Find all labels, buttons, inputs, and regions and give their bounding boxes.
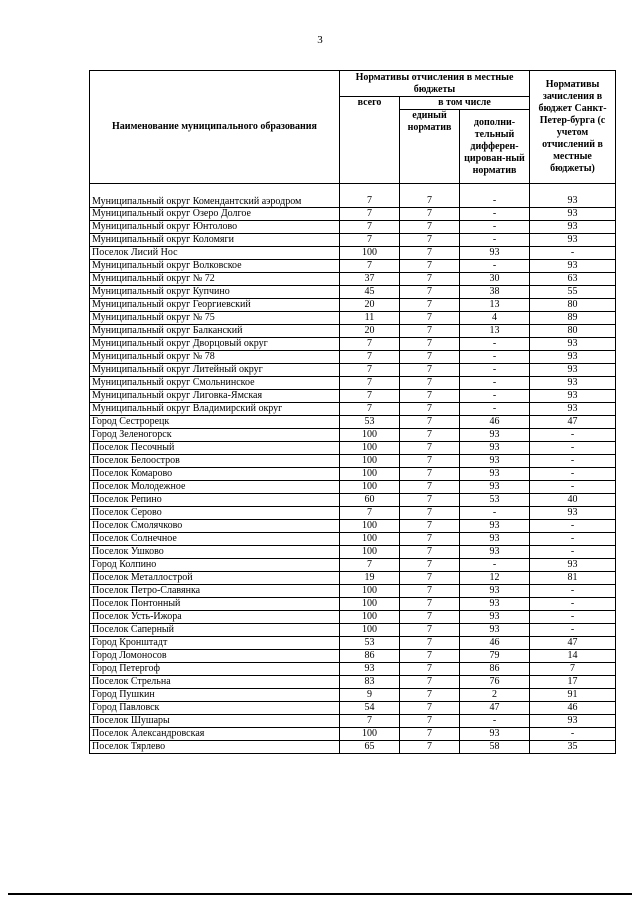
row-spb: 46 xyxy=(530,702,616,715)
row-spb: 93 xyxy=(530,377,616,390)
row-additional: - xyxy=(460,715,530,728)
row-spb: 80 xyxy=(530,299,616,312)
row-total: 100 xyxy=(340,442,400,455)
row-name: Город Пушкин xyxy=(90,689,340,702)
row-spb: - xyxy=(530,546,616,559)
row-additional: 93 xyxy=(460,533,530,546)
row-total: 7 xyxy=(340,260,400,273)
row-additional: - xyxy=(460,208,530,221)
row-single: 7 xyxy=(400,676,460,689)
row-total: 7 xyxy=(340,208,400,221)
row-single: 7 xyxy=(400,741,460,754)
table-header xyxy=(90,71,616,184)
row-total: 20 xyxy=(340,299,400,312)
row-single: 7 xyxy=(400,624,460,637)
row-name: Поселок Ушково xyxy=(90,546,340,559)
row-single: 7 xyxy=(400,546,460,559)
table-row xyxy=(90,184,616,208)
row-name: Поселок Лисий Нос xyxy=(90,247,340,260)
table-row xyxy=(90,689,616,702)
row-total: 93 xyxy=(340,663,400,676)
row-additional: 93 xyxy=(460,481,530,494)
row-additional: 2 xyxy=(460,689,530,702)
table-row xyxy=(90,546,616,559)
row-additional: 93 xyxy=(460,728,530,741)
row-additional: 93 xyxy=(460,468,530,481)
row-total: 100 xyxy=(340,585,400,598)
row-single: 7 xyxy=(400,572,460,585)
row-name: Муниципальный округ № 75 xyxy=(90,312,340,325)
row-name: Муниципальный округ Коломяги xyxy=(90,234,340,247)
row-single: 7 xyxy=(400,312,460,325)
row-total: 100 xyxy=(340,247,400,260)
row-name: Поселок Белоостров xyxy=(90,455,340,468)
row-single: 7 xyxy=(400,494,460,507)
table-row xyxy=(90,663,616,676)
row-name: Муниципальный округ Купчино xyxy=(90,286,340,299)
header-single: единый норматив xyxy=(400,110,460,184)
row-single: 7 xyxy=(400,325,460,338)
row-single: 7 xyxy=(400,221,460,234)
table-row xyxy=(90,637,616,650)
row-single: 7 xyxy=(400,663,460,676)
row-single: 7 xyxy=(400,533,460,546)
row-additional: 93 xyxy=(460,611,530,624)
row-additional: 46 xyxy=(460,416,530,429)
row-total: 7 xyxy=(340,364,400,377)
row-additional: 13 xyxy=(460,325,530,338)
row-additional: 4 xyxy=(460,312,530,325)
table-row xyxy=(90,494,616,507)
row-name: Поселок Тярлево xyxy=(90,741,340,754)
row-name: Поселок Комарово xyxy=(90,468,340,481)
row-name: Муниципальный округ Владимирский округ xyxy=(90,403,340,416)
header-local-budgets: Нормативы отчисления в местные бюджеты xyxy=(340,71,530,97)
header-spb-budget: Нормативы зачисления в бюджет Санкт-Петер-бурга (с учетом отчислений в местные бюджеты) xyxy=(530,71,616,184)
row-additional: - xyxy=(460,221,530,234)
table-row xyxy=(90,221,616,234)
row-spb: 89 xyxy=(530,312,616,325)
row-total: 86 xyxy=(340,650,400,663)
row-name: Поселок Александровская xyxy=(90,728,340,741)
row-total: 100 xyxy=(340,481,400,494)
row-additional: 93 xyxy=(460,429,530,442)
table-row xyxy=(90,650,616,663)
row-single: 7 xyxy=(400,611,460,624)
row-spb: - xyxy=(530,442,616,455)
table-row xyxy=(90,728,616,741)
row-spb: 80 xyxy=(530,325,616,338)
row-additional: - xyxy=(460,260,530,273)
row-name: Муниципальный округ № 78 xyxy=(90,351,340,364)
row-name: Муниципальный округ Смольнинское xyxy=(90,377,340,390)
row-total: 7 xyxy=(340,403,400,416)
row-total: 7 xyxy=(340,351,400,364)
row-additional: 93 xyxy=(460,624,530,637)
row-name: Поселок Песочный xyxy=(90,442,340,455)
header-total: всего xyxy=(340,97,400,184)
row-additional: 93 xyxy=(460,442,530,455)
row-total: 100 xyxy=(340,624,400,637)
row-single: 7 xyxy=(400,702,460,715)
row-additional: 93 xyxy=(460,585,530,598)
row-spb: 93 xyxy=(530,364,616,377)
row-single: 7 xyxy=(400,468,460,481)
row-additional: - xyxy=(460,390,530,403)
row-total: 7 xyxy=(340,184,400,208)
row-name: Город Павловск xyxy=(90,702,340,715)
row-spb: - xyxy=(530,533,616,546)
row-total: 100 xyxy=(340,728,400,741)
row-total: 7 xyxy=(340,377,400,390)
row-spb: 93 xyxy=(530,184,616,208)
row-additional: 76 xyxy=(460,676,530,689)
table-row xyxy=(90,611,616,624)
table-row xyxy=(90,364,616,377)
row-spb: 93 xyxy=(530,715,616,728)
row-spb: 47 xyxy=(530,637,616,650)
row-single: 7 xyxy=(400,598,460,611)
row-total: 100 xyxy=(340,533,400,546)
table-row xyxy=(90,273,616,286)
row-name: Муниципальный округ Озеро Долгое xyxy=(90,208,340,221)
row-spb: - xyxy=(530,429,616,442)
row-name: Город Ломоносов xyxy=(90,650,340,663)
row-additional: 47 xyxy=(460,702,530,715)
table-row xyxy=(90,481,616,494)
row-single: 7 xyxy=(400,455,460,468)
row-spb: 35 xyxy=(530,741,616,754)
row-single: 7 xyxy=(400,728,460,741)
row-spb: - xyxy=(530,468,616,481)
row-additional: 38 xyxy=(460,286,530,299)
row-additional: 93 xyxy=(460,598,530,611)
row-spb: 40 xyxy=(530,494,616,507)
row-single: 7 xyxy=(400,429,460,442)
row-name: Поселок Саперный xyxy=(90,624,340,637)
table-row xyxy=(90,260,616,273)
row-total: 100 xyxy=(340,598,400,611)
table-row xyxy=(90,208,616,221)
table-row xyxy=(90,351,616,364)
row-single: 7 xyxy=(400,403,460,416)
row-total: 53 xyxy=(340,416,400,429)
table-row xyxy=(90,507,616,520)
row-single: 7 xyxy=(400,585,460,598)
table-row xyxy=(90,390,616,403)
table-row xyxy=(90,286,616,299)
row-total: 37 xyxy=(340,273,400,286)
row-name: Муниципальный округ Дворцовый округ xyxy=(90,338,340,351)
row-name: Город Сестрорецк xyxy=(90,416,340,429)
row-total: 60 xyxy=(340,494,400,507)
row-name: Муниципальный округ Литейный округ xyxy=(90,364,340,377)
row-single: 7 xyxy=(400,338,460,351)
row-single: 7 xyxy=(400,416,460,429)
row-spb: 91 xyxy=(530,689,616,702)
table-row xyxy=(90,338,616,351)
row-spb: 93 xyxy=(530,507,616,520)
row-spb: 93 xyxy=(530,208,616,221)
table-row xyxy=(90,312,616,325)
row-spb: 55 xyxy=(530,286,616,299)
row-name: Муниципальный округ Лиговка-Ямская xyxy=(90,390,340,403)
row-total: 100 xyxy=(340,520,400,533)
row-name: Поселок Стрельна xyxy=(90,676,340,689)
table-row xyxy=(90,429,616,442)
row-spb: - xyxy=(530,624,616,637)
row-name: Муниципальный округ Волковское xyxy=(90,260,340,273)
row-additional: - xyxy=(460,184,530,208)
page-number: 3 xyxy=(317,34,323,46)
row-single: 7 xyxy=(400,689,460,702)
row-name: Город Петергоф xyxy=(90,663,340,676)
row-additional: - xyxy=(460,234,530,247)
row-single: 7 xyxy=(400,650,460,663)
header-name xyxy=(90,71,340,184)
table-row xyxy=(90,442,616,455)
table-row xyxy=(90,741,616,754)
row-single: 7 xyxy=(400,507,460,520)
row-name: Поселок Петро-Славянка xyxy=(90,585,340,598)
row-spb: 63 xyxy=(530,273,616,286)
row-total: 65 xyxy=(340,741,400,754)
row-spb: 93 xyxy=(530,221,616,234)
row-total: 7 xyxy=(340,234,400,247)
row-single: 7 xyxy=(400,247,460,260)
row-name: Муниципальный округ Комендантский аэродром xyxy=(90,184,340,208)
row-single: 7 xyxy=(400,637,460,650)
row-additional: 58 xyxy=(460,741,530,754)
row-spb: 93 xyxy=(530,260,616,273)
row-total: 7 xyxy=(340,338,400,351)
row-single: 7 xyxy=(400,260,460,273)
row-additional: 86 xyxy=(460,663,530,676)
row-name: Поселок Смолячково xyxy=(90,520,340,533)
row-single: 7 xyxy=(400,184,460,208)
row-additional: 12 xyxy=(460,572,530,585)
row-total: 20 xyxy=(340,325,400,338)
row-total: 100 xyxy=(340,611,400,624)
table-row xyxy=(90,416,616,429)
table-row xyxy=(90,533,616,546)
row-single: 7 xyxy=(400,442,460,455)
row-spb: - xyxy=(530,247,616,260)
row-additional: 30 xyxy=(460,273,530,286)
row-total: 19 xyxy=(340,572,400,585)
table-row xyxy=(90,403,616,416)
row-spb: 93 xyxy=(530,338,616,351)
table-row xyxy=(90,598,616,611)
header-name-text: Наименование муниципального образования xyxy=(112,121,317,132)
table-row xyxy=(90,468,616,481)
row-name: Поселок Молодежное xyxy=(90,481,340,494)
norms-table xyxy=(89,70,616,754)
row-total: 53 xyxy=(340,637,400,650)
table-row xyxy=(90,520,616,533)
row-single: 7 xyxy=(400,520,460,533)
row-name: Муниципальный округ Балканский xyxy=(90,325,340,338)
row-total: 100 xyxy=(340,468,400,481)
row-total: 100 xyxy=(340,455,400,468)
row-additional: 13 xyxy=(460,299,530,312)
table-row xyxy=(90,559,616,572)
table-row xyxy=(90,572,616,585)
row-spb: 93 xyxy=(530,403,616,416)
row-total: 9 xyxy=(340,689,400,702)
row-name: Город Кронштадт xyxy=(90,637,340,650)
row-name: Город Колпино xyxy=(90,559,340,572)
row-spb: - xyxy=(530,455,616,468)
row-additional: 93 xyxy=(460,546,530,559)
row-total: 11 xyxy=(340,312,400,325)
row-additional: - xyxy=(460,351,530,364)
row-additional: - xyxy=(460,559,530,572)
row-name: Муниципальный округ Георгиевский xyxy=(90,299,340,312)
row-name: Поселок Солнечное xyxy=(90,533,340,546)
row-name: Поселок Серово xyxy=(90,507,340,520)
row-spb: 93 xyxy=(530,351,616,364)
row-name: Поселок Усть-Ижора xyxy=(90,611,340,624)
row-total: 100 xyxy=(340,429,400,442)
row-name: Город Зеленогорск xyxy=(90,429,340,442)
row-name: Муниципальный округ Юнтолово xyxy=(90,221,340,234)
row-spb: - xyxy=(530,728,616,741)
header-including: в том числе xyxy=(400,97,530,110)
table-row xyxy=(90,624,616,637)
row-total: 7 xyxy=(340,715,400,728)
row-single: 7 xyxy=(400,234,460,247)
row-spb: 81 xyxy=(530,572,616,585)
table-body xyxy=(90,184,616,754)
row-total: 100 xyxy=(340,546,400,559)
row-name: Поселок Шушары xyxy=(90,715,340,728)
row-additional: - xyxy=(460,377,530,390)
row-spb: 14 xyxy=(530,650,616,663)
row-spb: - xyxy=(530,598,616,611)
row-additional: 79 xyxy=(460,650,530,663)
row-name: Поселок Понтонный xyxy=(90,598,340,611)
row-single: 7 xyxy=(400,715,460,728)
table-row xyxy=(90,715,616,728)
header-additional: дополни-тельный дифферен-цирован-ный норматив xyxy=(460,110,530,184)
row-name: Поселок Репино xyxy=(90,494,340,507)
row-spb: - xyxy=(530,611,616,624)
row-total: 54 xyxy=(340,702,400,715)
row-spb: 7 xyxy=(530,663,616,676)
table-row xyxy=(90,325,616,338)
row-single: 7 xyxy=(400,559,460,572)
row-single: 7 xyxy=(400,377,460,390)
row-spb: - xyxy=(530,481,616,494)
row-spb: - xyxy=(530,520,616,533)
row-additional: 46 xyxy=(460,637,530,650)
row-single: 7 xyxy=(400,481,460,494)
row-single: 7 xyxy=(400,351,460,364)
row-additional: - xyxy=(460,403,530,416)
table-row xyxy=(90,702,616,715)
row-single: 7 xyxy=(400,299,460,312)
table-row xyxy=(90,676,616,689)
row-single: 7 xyxy=(400,286,460,299)
row-spb: 93 xyxy=(530,559,616,572)
table-row xyxy=(90,299,616,312)
row-single: 7 xyxy=(400,364,460,377)
table-row xyxy=(90,377,616,390)
row-spb: - xyxy=(530,585,616,598)
row-total: 7 xyxy=(340,559,400,572)
row-spb: 47 xyxy=(530,416,616,429)
table-row xyxy=(90,247,616,260)
table-row xyxy=(90,455,616,468)
row-additional: 93 xyxy=(460,455,530,468)
row-additional: - xyxy=(460,338,530,351)
row-name: Поселок Металлострой xyxy=(90,572,340,585)
bottom-divider xyxy=(8,893,632,895)
row-single: 7 xyxy=(400,390,460,403)
row-spb: 93 xyxy=(530,390,616,403)
row-total: 7 xyxy=(340,390,400,403)
row-single: 7 xyxy=(400,208,460,221)
row-additional: - xyxy=(460,507,530,520)
row-additional: 53 xyxy=(460,494,530,507)
row-total: 83 xyxy=(340,676,400,689)
row-single: 7 xyxy=(400,273,460,286)
row-spb: 17 xyxy=(530,676,616,689)
table-row xyxy=(90,585,616,598)
row-additional: 93 xyxy=(460,520,530,533)
row-total: 45 xyxy=(340,286,400,299)
row-additional: - xyxy=(460,364,530,377)
table-row xyxy=(90,234,616,247)
row-additional: 93 xyxy=(460,247,530,260)
row-spb: 93 xyxy=(530,234,616,247)
row-total: 7 xyxy=(340,221,400,234)
row-total: 7 xyxy=(340,507,400,520)
row-name: Муниципальный округ № 72 xyxy=(90,273,340,286)
